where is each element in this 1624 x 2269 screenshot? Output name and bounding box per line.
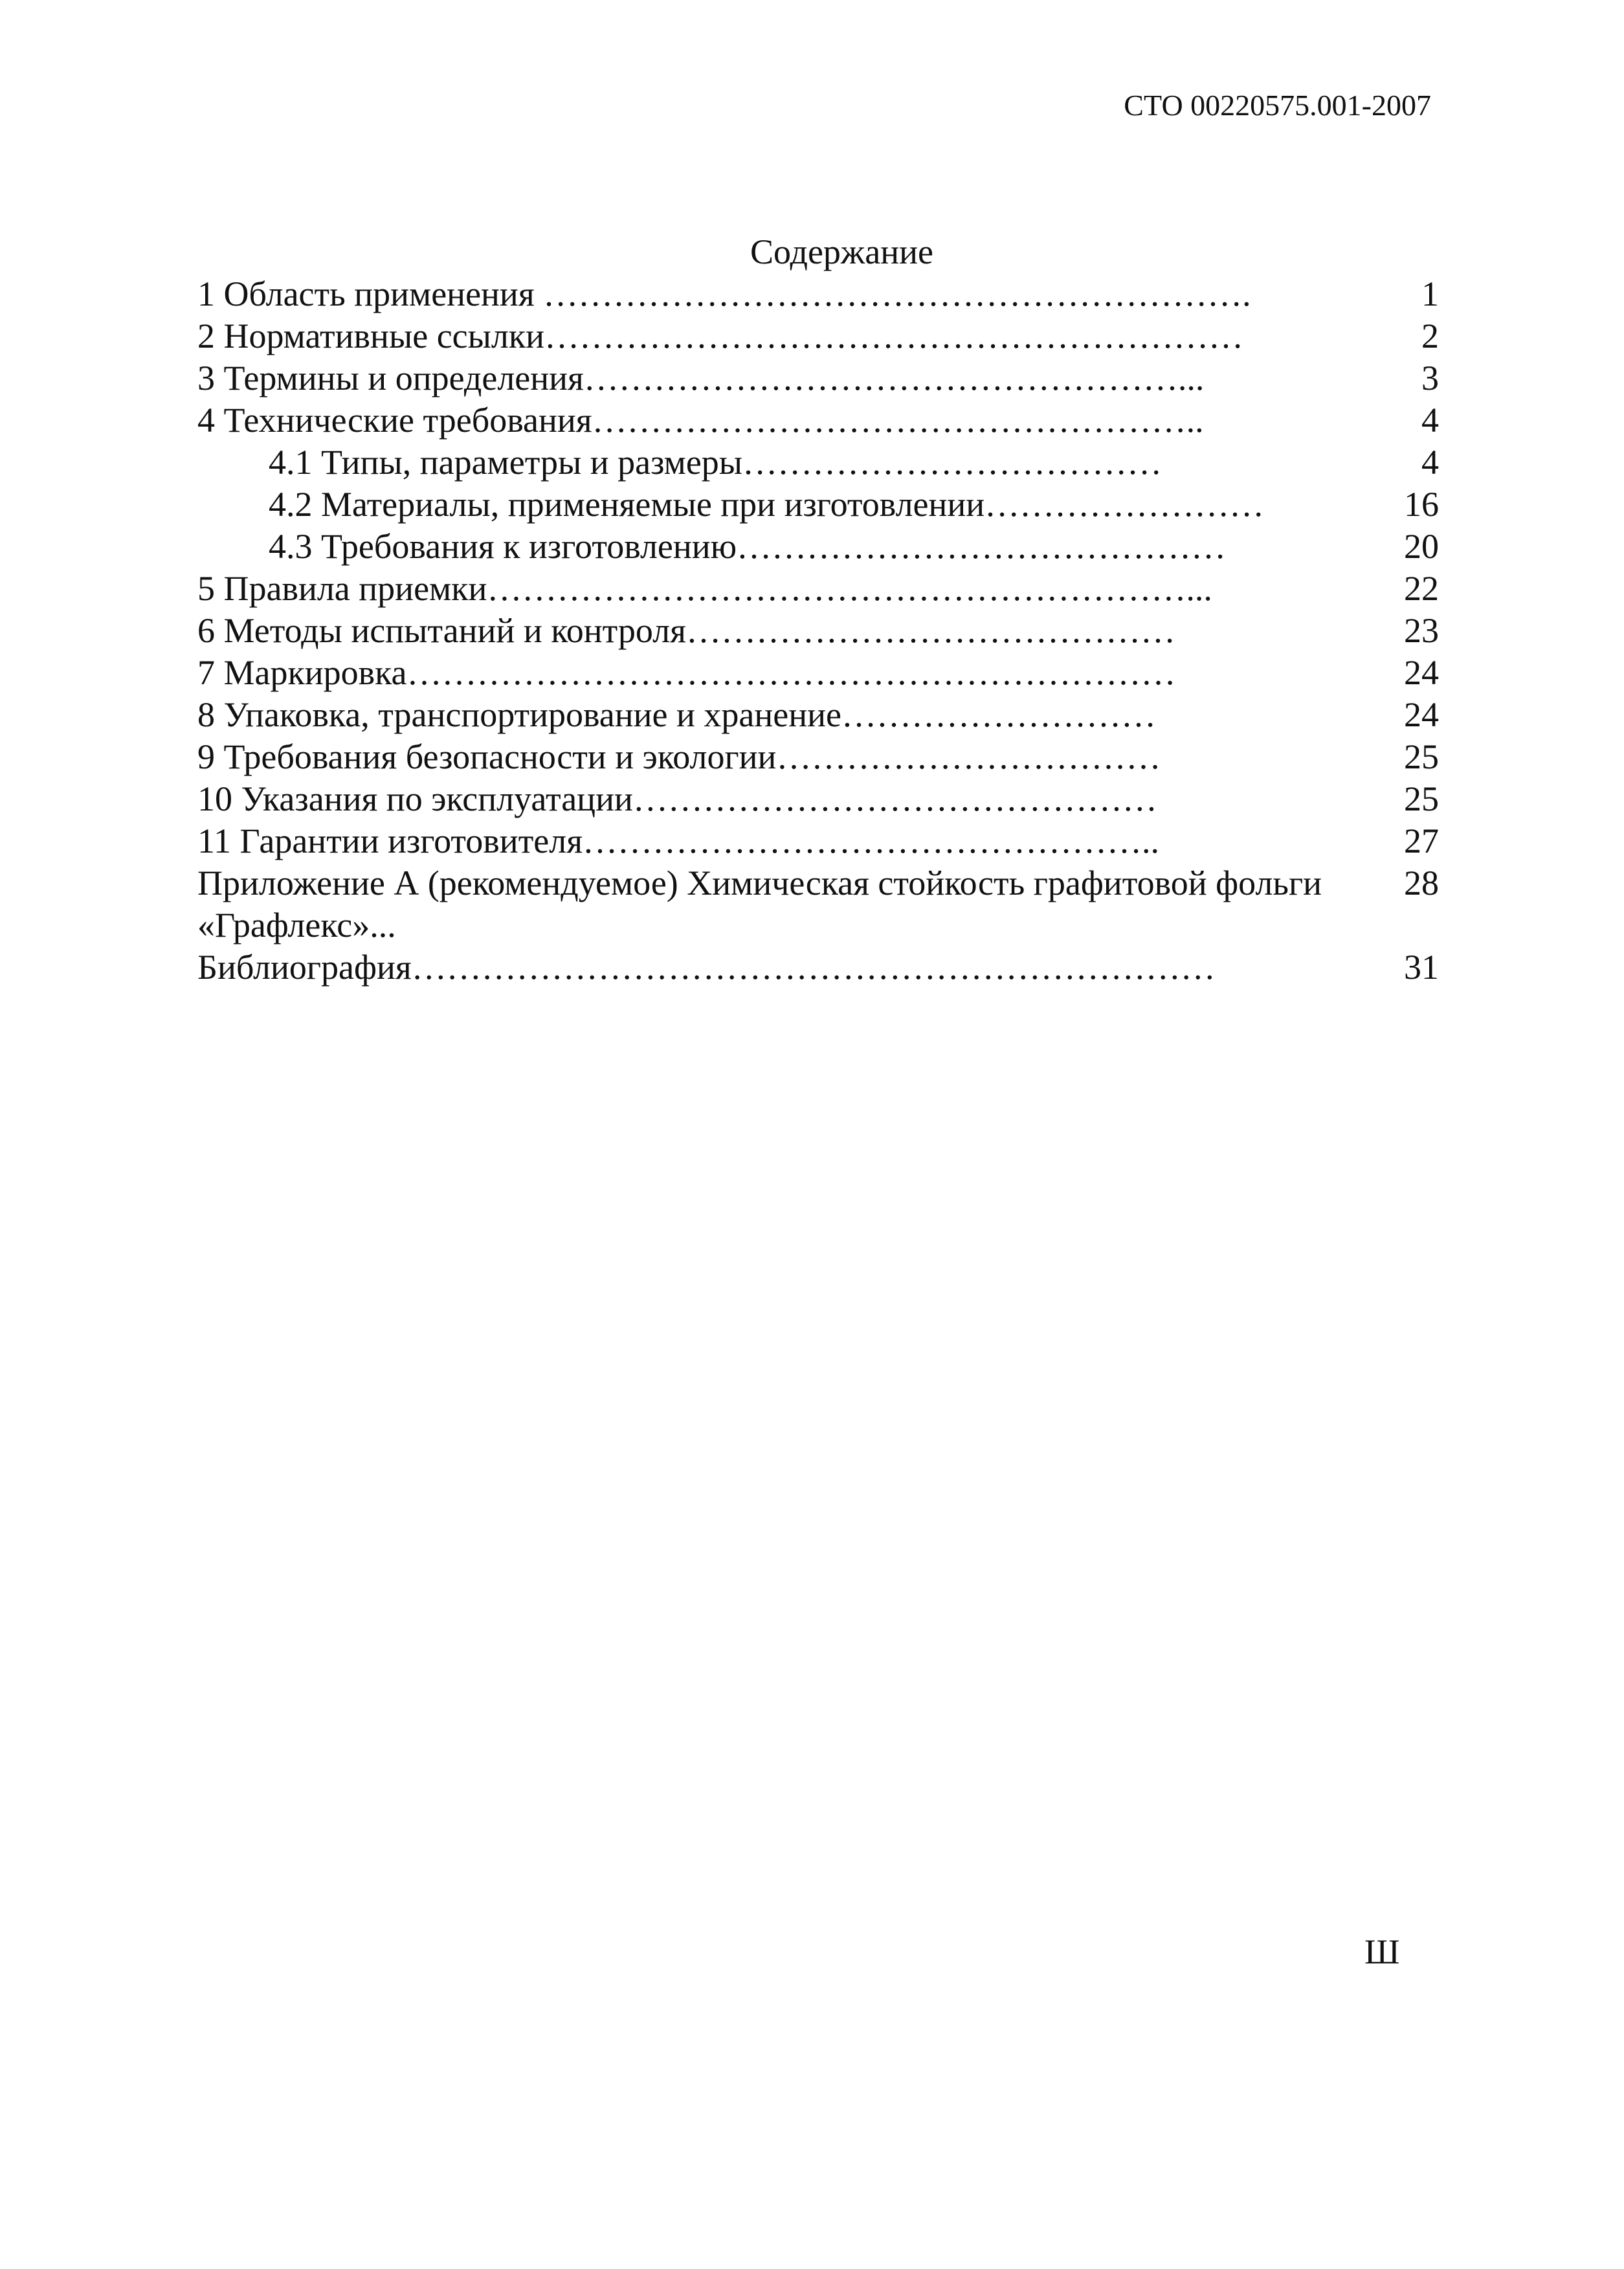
- document-code: СТО 00220575.001-2007: [1124, 89, 1431, 122]
- toc-entry-page: 24: [1404, 653, 1439, 692]
- toc-entry-page: 20: [1404, 527, 1439, 566]
- page-number: Ш: [1364, 1932, 1400, 1971]
- toc-entry-page: 4: [1421, 443, 1439, 482]
- toc-entry[interactable]: [197, 694, 1439, 736]
- toc-entry[interactable]: [197, 736, 1439, 778]
- toc-entry-text: 4.1 Типы, параметры и размеры………………………………: [269, 443, 1162, 482]
- toc-entry-text: 2 Нормативные ссылки……………………………………………………: [197, 317, 1243, 355]
- toc-entry-page: 25: [1404, 779, 1439, 818]
- toc-title: Содержание: [750, 232, 933, 271]
- toc-entry-page: 28: [1404, 864, 1439, 902]
- toc-entry-text: 4.3 Требования к изготовлению……………………………………: [269, 527, 1227, 566]
- toc-entry-page: 4: [1421, 401, 1439, 440]
- toc-entry-appendix[interactable]: [197, 862, 1439, 946]
- toc-entry-page: 3: [1421, 359, 1439, 397]
- toc-entry-page: 1: [1421, 274, 1439, 313]
- toc-entry-page: 22: [1404, 569, 1439, 608]
- toc-entry-text: 5 Правила приемки……………………………………………………...: [197, 569, 1212, 608]
- toc-entry-text: Библиография……………………………………………………………: [197, 948, 1216, 987]
- toc-entry-page: 23: [1404, 611, 1439, 650]
- toc-entry-text: Приложение А (рекомендуемое) Химическая стойкость графитовой фольги «Графлекс»...: [197, 864, 1322, 944]
- toc-entry-text: 4.2 Материалы, применяемые при изготовлении……………………: [269, 485, 1265, 524]
- toc-entry[interactable]: [197, 568, 1439, 610]
- toc-entry-page: 31: [1404, 948, 1439, 987]
- toc-entry[interactable]: [197, 778, 1439, 820]
- toc-entry[interactable]: [197, 610, 1439, 652]
- toc-entry[interactable]: [197, 357, 1439, 399]
- toc-entry[interactable]: [197, 315, 1439, 357]
- toc-entry-page: 24: [1404, 695, 1439, 734]
- table-of-contents: [197, 273, 1439, 989]
- toc-entry-text: 10 Указания по эксплуатации………………………………………: [197, 779, 1157, 818]
- toc-entry[interactable]: [197, 652, 1439, 694]
- toc-entry[interactable]: [197, 946, 1439, 989]
- toc-entry-text: 11 Гарантии изготовителя…………………………………………..: [197, 822, 1160, 860]
- toc-entry-text: 4 Технические требования……………………………………………..: [197, 401, 1204, 440]
- toc-entry-text: 8 Упаковка, транспортирование и хранение………………………: [197, 695, 1157, 734]
- toc-entry-page: 25: [1404, 737, 1439, 776]
- toc-entry-text: 3 Термины и определения……………………………………………...: [197, 359, 1205, 397]
- toc-subentry[interactable]: [197, 484, 1439, 526]
- toc-subentry[interactable]: [197, 526, 1439, 568]
- toc-entry-page: 2: [1421, 317, 1439, 355]
- toc-entry-text: 7 Маркировка…………………………………………………………: [197, 653, 1176, 692]
- toc-entry-text: 6 Методы испытаний и контроля……………………………………: [197, 611, 1175, 650]
- toc-entry-page: 27: [1404, 822, 1439, 860]
- toc-entry[interactable]: [197, 399, 1439, 442]
- toc-entry[interactable]: [197, 820, 1439, 862]
- toc-entry[interactable]: [197, 273, 1439, 315]
- toc-entry-text: 1 Область применения …………………………………………………….: [197, 274, 1251, 313]
- toc-entry-page: 16: [1404, 485, 1439, 524]
- toc-subentry[interactable]: [197, 442, 1439, 484]
- toc-entry-text: 9 Требования безопасности и экологии……………………………: [197, 737, 1161, 776]
